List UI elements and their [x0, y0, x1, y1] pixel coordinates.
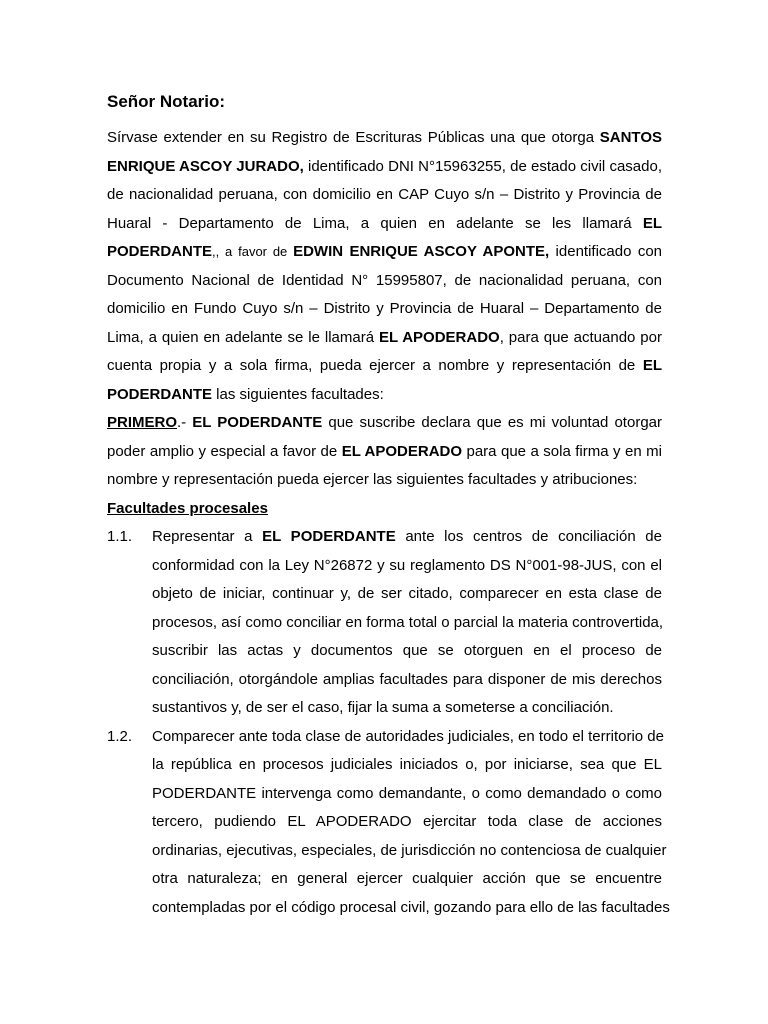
text: otra naturaleza; en general ejercer cualquier acción que se encuentre [152, 870, 662, 887]
text: para que a sola firma y en mi [462, 442, 662, 460]
text: contempladas por el código procesal civil, gozando para ello de las facultades [152, 898, 670, 916]
bold-term: EL APODERADO [341, 442, 463, 460]
text: Comparecer ante toda clase de autoridades judiciales, en todo el territorio de [152, 727, 664, 745]
grantor-name-part: ENRIQUE ASCOY JURADO, [107, 157, 304, 175]
text: poder amplio y especial a favor de [107, 442, 342, 460]
text: la república en procesos judiciales iniciados o, por iniciarse, sea que EL [152, 756, 662, 773]
text: Lima, a quien en adelante se le llamará [107, 328, 379, 346]
bold-term: EL [642, 357, 662, 374]
bold-term: EL PODERDANTE [192, 414, 323, 431]
bold-term: EL [642, 214, 662, 232]
text: objeto de iniciar, continuar y, de ser citado, comparecer en esta clase de [152, 585, 662, 602]
text: , para que actuando por [499, 328, 662, 346]
text: Documento Nacional de Identidad N° 15995807, de nacionalidad peruana, con [107, 271, 662, 289]
text: conciliación, otorgándole amplias facultades para disponer de mis derechos [152, 670, 662, 688]
item-number: 1.2. [107, 727, 133, 745]
grantor-name-part: SANTOS [599, 129, 662, 146]
text: cuenta propia y a sola firma, pueda ejercer a nombre y representación de [107, 357, 643, 374]
text: identificado con [549, 243, 662, 260]
text: nombre y representación pueda ejercer las siguientes facultades y atribuciones: [107, 471, 638, 488]
list-item [107, 523, 662, 723]
text: conformidad con la Ley N°26872 y su reglamento DS N°001-98-JUS, con el [152, 556, 662, 574]
clause-label: PRIMERO [107, 414, 178, 431]
text: tercero, pudiendo EL APODERADO ejercitar toda clase de acciones [152, 813, 662, 830]
bold-term: EL PODERDANTE [262, 528, 396, 545]
intro-paragraph [107, 124, 662, 409]
text: Sírvase extender en su Registro de Escrituras Públicas una que otorga [107, 129, 600, 146]
list-item [107, 723, 670, 923]
section-title: Facultades procesales [107, 499, 268, 517]
bold-term: PODERDANTE [107, 243, 213, 260]
text: que suscribe declara que es mi voluntad otorgar [322, 414, 662, 431]
document-heading: Señor Notario: [107, 92, 226, 111]
text: PODERDANTE intervenga como demandante, o como demandado o como [152, 784, 662, 802]
text: suscribir las actas y documentos que se otorguen en el proceso de [152, 642, 662, 659]
primero-paragraph [107, 409, 662, 495]
text: .- [177, 414, 193, 431]
text: ,, a favor de [212, 244, 294, 259]
text: Huaral - Departamento de Lima, a quien en adelante se les llamará [107, 214, 643, 232]
text: ordinarias, ejecutivas, especiales, de jurisdicción no contenciosa de cualquier [152, 841, 667, 859]
text: las siguientes facultades: [212, 385, 384, 403]
text: procesos, así como conciliar en forma total o parcial la materia controvertida, [152, 613, 664, 631]
text: domicilio en Fundo Cuyo s/n – Distrito y Provincia de Huaral – Departamento de [107, 300, 662, 317]
text: ante los centros de conciliación de [395, 528, 662, 545]
bold-term: PODERDANTE [107, 385, 213, 403]
document-page [107, 92, 670, 922]
text: sustantivos y, de ser el caso, fijar la suma a someterse a conciliación. [152, 699, 614, 716]
text: de nacionalidad peruana, con domicilio en CAP Cuyo s/n – Distrito y Provincia de [107, 186, 662, 203]
text: identificado DNI N°15963255, de estado civil casado, [303, 157, 662, 175]
item-number: 1.1. [107, 528, 133, 545]
bold-term: EL APODERADO [378, 328, 500, 346]
text: Representar a [152, 528, 263, 545]
attorney-name: EDWIN ENRIQUE ASCOY APONTE, [293, 243, 550, 260]
